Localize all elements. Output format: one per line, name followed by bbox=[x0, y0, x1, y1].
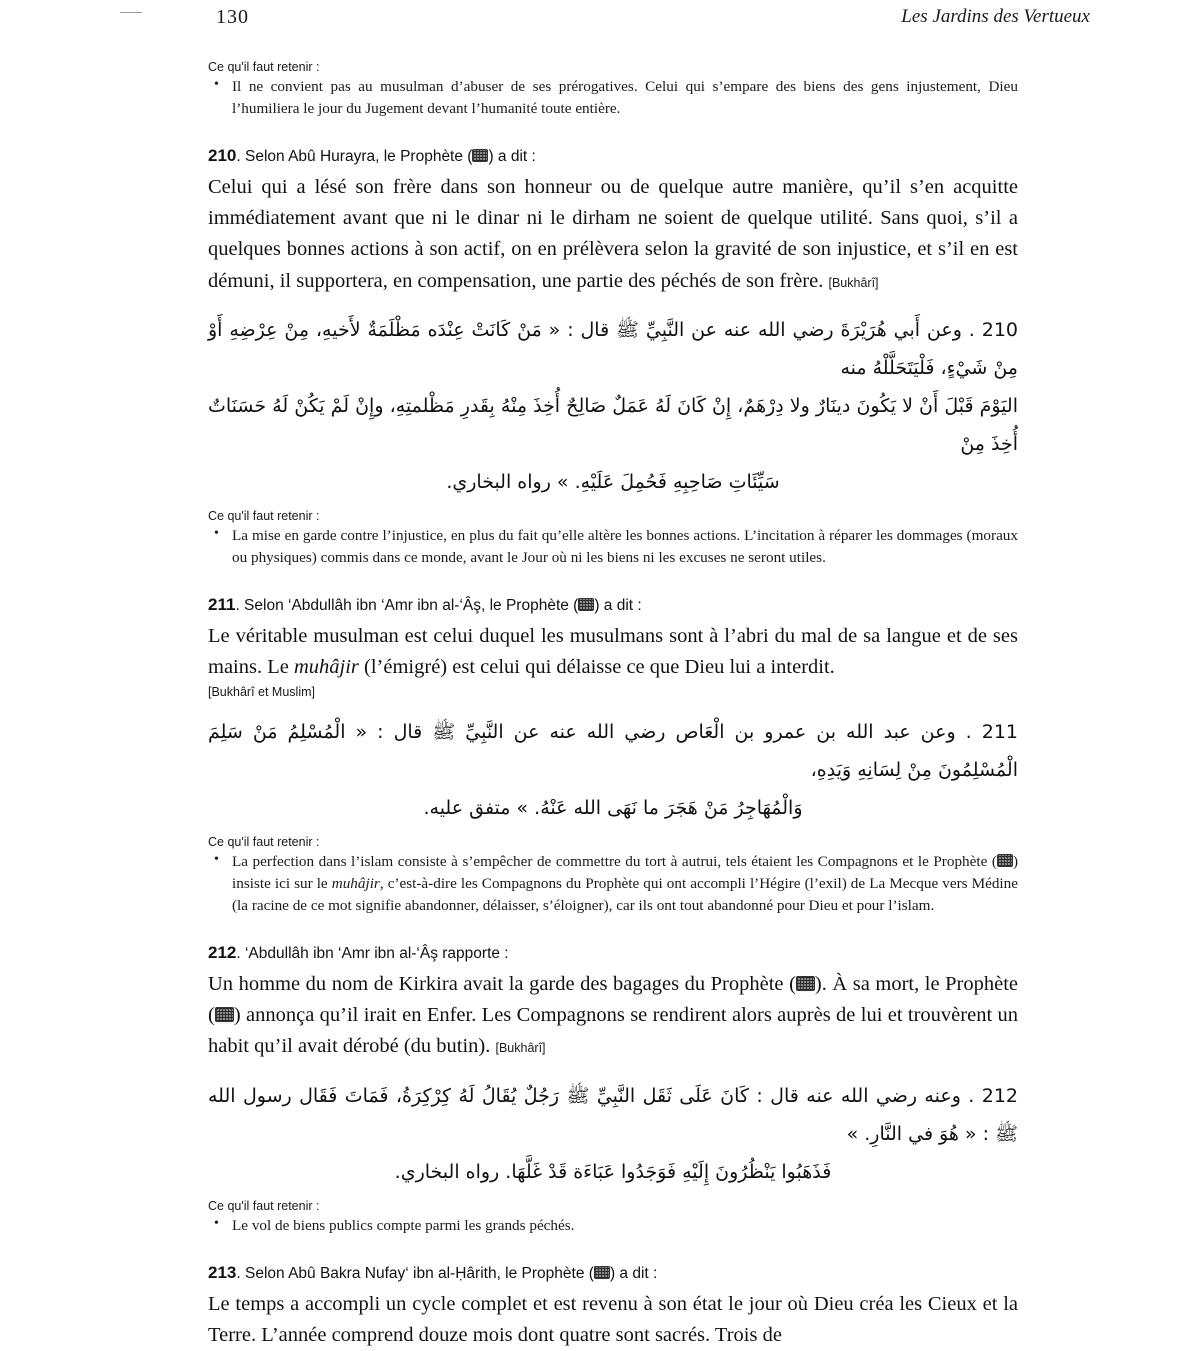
hadith-source: [Bukhârî] bbox=[495, 1041, 546, 1056]
hadith-number: 211 bbox=[208, 594, 236, 614]
note-label: Ce qu'il faut retenir : bbox=[208, 835, 320, 850]
salutation-icon bbox=[594, 1266, 610, 1279]
note-section bbox=[208, 1199, 1018, 1237]
hadith-body-part: ) annonça qu’il irait en Enfer. Les Compagnons se rendirent alors auprès de lui et trouvèrent un habit qu’il avait dérobé (du butin). bbox=[208, 1004, 1018, 1058]
note-part: La perfection dans l’islam consiste à s’empêcher de commettre du tort à autrui, tels étaient les Compagnons et le Prophète ( bbox=[232, 853, 997, 871]
hadith-text bbox=[208, 969, 1018, 1062]
hadith-heading bbox=[208, 943, 1018, 963]
hadith-body: Celui qui a lésé son frère dans son honneur ou de quelque autre manière, qu’il s’en acquitte immédiatement avant que ni le dinar ni le dirham ne soient de quelque utilité. Sans quoi, s’il a quelques bonnes actions à son actif, on en prélèvera selon la gravité de son injustice, et s’il en est démuni, il supportera, en compensation, une partie des péchés de son frère. bbox=[208, 176, 1018, 292]
hadith-body-emphasis: muhâjir bbox=[293, 655, 359, 678]
note-label: Ce qu'il faut retenir : bbox=[208, 508, 320, 523]
arabic-line: 210 . وعن أَبي هُرَيْرَةَ رضي الله عنه عن النَّبِيِّ ﷺ قال : « مَنْ كَانَتْ عِنْدَه مَظْلَمَةٌ لأَخيهِ، مِنْ عِرْضِهِ أَوْ مِنْ شَيْءٍ، فَلْيَتَحَلَّلْهُ منه bbox=[208, 318, 1018, 379]
hadith-heading-before: . Selon ‘Abdullâh ibn ‘Amr ibn al-‘Âş, le Prophète ( bbox=[235, 596, 579, 614]
salutation-icon bbox=[578, 598, 594, 611]
arabic-line: سَيِّئَاتِ صَاحِبِهِ فَحُمِلَ عَلَيْهِ. » رواه البخاري. bbox=[446, 470, 780, 493]
arabic-line: 211 . وعن عبد الله بن عمرو بن الْعَاص رضي الله عنه عن النَّبِيِّ ﷺ قال : « الْمُسْلِمُ مَنْ سَلِمَ الْمُسْلِمُونَ مِنْ لِسَانِهِ وَيَدِهِ، bbox=[208, 721, 1018, 782]
hadith-heading-after: ) a dit : bbox=[594, 596, 642, 614]
hadith-heading bbox=[208, 1263, 1018, 1283]
salutation-icon bbox=[997, 854, 1013, 867]
salutation-icon bbox=[796, 976, 815, 991]
list-item: • Il ne convient pas au musulman d’abuser de ses prérogatives. Celui qui s’empare des biens des gens injustement, Dieu l’humiliera le jour du Jugement devant l’humanité toute entière. bbox=[208, 76, 1018, 120]
arabic-text bbox=[208, 1077, 1018, 1191]
arabic-line: وَالْمُهَاجِرُ مَنْ هَجَرَ ما نَهَى الله عَنْهُ. » متفق عليه. bbox=[423, 797, 803, 820]
list-item: • La mise en garde contre l’injustice, en plus du fait qu’elle altère les bonnes actions. L’incitation à réparer les dommages (moraux ou physiques) commis dans ce monde, avant le Jour où ni les biens ni les excuses ne seront utiles. bbox=[208, 525, 1018, 569]
hadith-number: 213 bbox=[208, 1262, 237, 1282]
note-label: Ce qu'il faut retenir : bbox=[208, 60, 320, 74]
hadith-body-part: Le véritable musulman est celui duquel les musulmans sont à l’abri du mal de sa langue et de ses mains. Le bbox=[208, 624, 1018, 678]
note-section bbox=[208, 835, 1018, 917]
list-item bbox=[208, 851, 1018, 917]
hadith-body: Le temps a accompli un cycle complet et est revenu à son état le jour où Dieu créa les Cieux et la Terre. L’année comprend douze mois dont quatre sont sacrés. Trois de bbox=[208, 1292, 1018, 1346]
hadith-body-part: Un homme du nom de Kirkira avait la garde des bagages du Prophète ( bbox=[208, 973, 796, 996]
hadith-heading-before: . ‘Abdullâh ibn ‘Amr ibn al-‘Âş rapporte : bbox=[236, 945, 509, 963]
hadith-heading-after: ) a dit : bbox=[488, 148, 536, 166]
note-label: Ce qu'il faut retenir : bbox=[208, 1198, 320, 1213]
hadith-text bbox=[208, 172, 1018, 297]
note-part: ) insiste ici sur le bbox=[232, 853, 1018, 893]
note-section-top bbox=[208, 60, 1018, 120]
note-list bbox=[208, 851, 1018, 917]
arabic-text bbox=[208, 311, 1018, 501]
hadith-213 bbox=[208, 1263, 1018, 1351]
salutation-icon bbox=[472, 149, 488, 162]
hadith-body-part: ). À sa mort, le Prophète ( bbox=[208, 973, 1018, 1027]
hadith-number: 210 bbox=[208, 146, 237, 166]
arabic-text bbox=[208, 713, 1018, 827]
hadith-number: 212 bbox=[208, 943, 237, 963]
hadith-211 bbox=[208, 595, 1018, 917]
page-number: 130 bbox=[216, 6, 249, 28]
hadith-text bbox=[208, 621, 1018, 683]
note-list bbox=[208, 1215, 1018, 1237]
hadith-heading bbox=[208, 146, 1018, 166]
hadith-heading-before: . Selon Abû Bakra Nufay‘ ibn al-Ḥârith, le Prophète ( bbox=[236, 1264, 594, 1282]
hadith-heading-before: . Selon Abû Hurayra, le Prophète ( bbox=[236, 148, 473, 166]
arabic-line: 212 . وعنه رضي الله عنه قال : كَانَ عَلَى ثَقَل النَّبِيِّ ﷺ رَجُلٌ يُقَالُ لَهُ كِرْكِرَةُ، فَمَاتَ فَقَال رسول الله ﷺ : « هُوَ في النَّارِ. » bbox=[208, 1084, 1018, 1145]
hadith-210 bbox=[208, 146, 1018, 569]
salutation-icon bbox=[215, 1007, 234, 1022]
hadith-text bbox=[208, 1289, 1018, 1351]
page-content bbox=[208, 60, 1018, 1351]
note-emphasis: muhâjir bbox=[331, 875, 380, 893]
arabic-line: اليَوْمَ قَبْلَ أَنْ لا يَكُونَ دينَارٌ ولا دِرْهَمٌ، إِنْ كَانَ لَهُ عَمَلٌ صَالِحٌ أُخِذَ مِنْهُ بِقَدرِ مَظْلمتِهِ، وإِنْ لَمْ يَكُنْ لَهُ حَسَنَاتٌ أُخِذَ مِنْ bbox=[208, 394, 1018, 455]
hadith-source: [Bukhârî et Muslim] bbox=[208, 685, 315, 700]
arabic-line: فَذَهَبُوا يَنْظُرُونَ إِلَيْهِ فَوَجَدُوا عَبَاءَة قَدْ غَلَّهَا. رواه البخاري. bbox=[394, 1160, 832, 1183]
header-rule bbox=[120, 12, 142, 13]
list-item: • Le vol de biens publics compte parmi les grands péchés. bbox=[208, 1215, 1018, 1237]
hadith-body-part: (l’émigré) est celui qui délaisse ce que Dieu lui a interdit. bbox=[358, 655, 835, 678]
note-section bbox=[208, 509, 1018, 569]
hadith-212 bbox=[208, 943, 1018, 1237]
running-title: Les Jardins des Vertueux bbox=[901, 6, 1090, 27]
note-list bbox=[208, 525, 1018, 569]
hadith-source: [Bukhârî] bbox=[828, 275, 879, 290]
hadith-heading-after: ) a dit : bbox=[609, 1264, 658, 1282]
note-list bbox=[208, 76, 1018, 120]
note-part: , c’est-à-dire les Compagnons du Prophète qui ont accompli l’Hégire (l’exil) de La Mecque vers Médine (la racine de ce mot signifie abandonner, délaisser, s’éloigner), car ils ont tout abandonné pour Dieu et pour l’islam. bbox=[232, 875, 1018, 915]
page-header bbox=[120, 6, 1090, 36]
hadith-heading bbox=[208, 595, 1018, 615]
